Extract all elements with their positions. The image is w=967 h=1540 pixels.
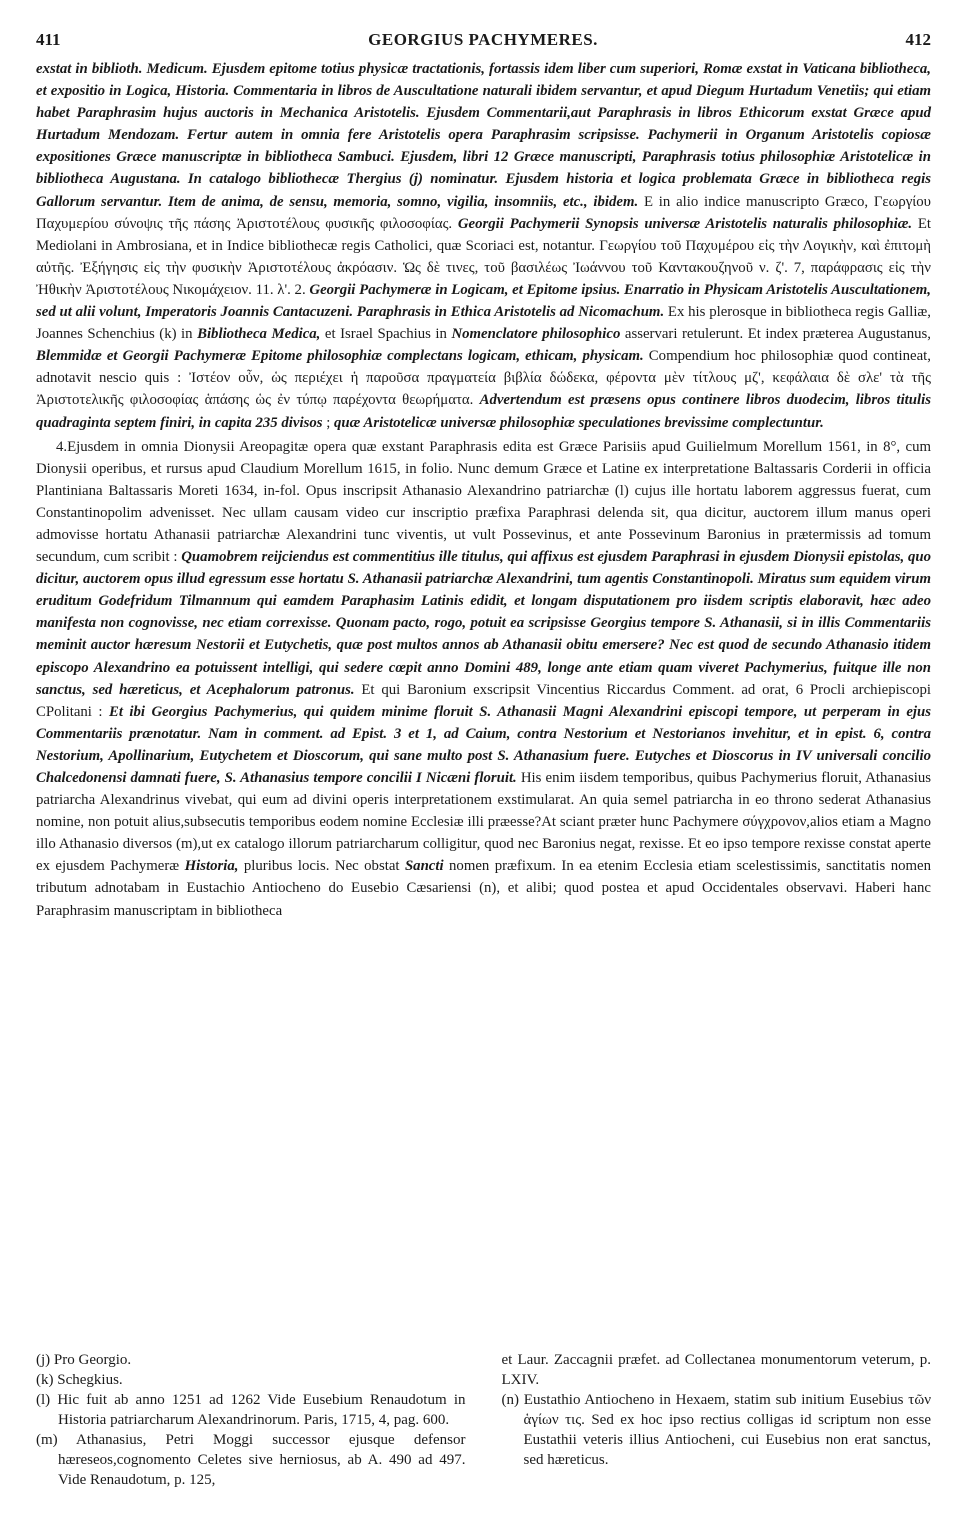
italic-text-segment: Nomenclatore philosophico bbox=[451, 326, 621, 343]
running-title: GEORGIUS PACHYMERES. bbox=[368, 30, 598, 49]
paragraph-continuation bbox=[36, 58, 931, 434]
italic-text-segment: Bibliotheca Medica, bbox=[197, 326, 321, 343]
text-segment: ; bbox=[322, 414, 335, 431]
footnotes-right-column bbox=[502, 1350, 932, 1490]
footnotes-left-column bbox=[36, 1350, 466, 1490]
right-column-number: 412 bbox=[905, 30, 931, 49]
text-segment: pluribus locis. Nec obstat bbox=[238, 858, 405, 875]
paragraph-4 bbox=[36, 436, 931, 922]
text-segment: His enim iisdem temporibus, quibus Pachymerius floruit, Athanasius patriarcha Alexandrinus vivebat, qui eum ad divini operis interpretationem exstimularat. An quia semel patriarcha in eo throno sederat Athanasius nomine, non potuit alius,subsecutis temporibus eodem nomine Ecclesiæ illi præesse?At sciant præter hunc Pachymere σύγχρονον,alios etiam a Magno illo Athanasio diversos (m),ut ex catalogo illorum patriarcharum colligitur, quod nec Baronius negat, rexisse. Et eo ipso tempore rexisse constat aperte ex ejusdem Pachymeræ bbox=[36, 770, 931, 875]
italic-text-segment: Sancti bbox=[404, 858, 444, 875]
left-column-number: 411 bbox=[36, 30, 61, 49]
italic-text-segment: Historia, bbox=[184, 858, 239, 875]
italic-text-segment: Advertendum est præsens opus continere libros duodecim, libros titulis quadraginta septem finiri, in capita 235 divisos bbox=[36, 392, 932, 431]
italic-text-segment: Blemmidæ et Georgii Pachymeræ Epitome philosophiæ complectans logicam, ethicam, physicam. bbox=[36, 348, 644, 365]
italic-text-segment: quæ Aristotelicæ universæ philosophiæ speculationes brevissime complectuntur. bbox=[334, 414, 824, 431]
italic-text-segment: Georgii Pachymerii Synopsis universæ Aristotelis naturalis philosophiæ. bbox=[457, 215, 913, 232]
italic-text-segment: exstat in biblioth. Medicum. Ejusdem epitome totius physicæ tractationis, fortassis idem liber cum superiori, Romæ exstat in Vaticana bibliotheca, et expositio in Logica, Historia. Commentaria in libros de Auscultatione naturali ibidem servantur, et apud Diegum Hurtadum Venetiis; qui etiam habet Paraphrasim hujus auctoris in Mechanica Aristotelis. Ejusdem Commentarii,aut Paraphrasis in libros Ethicorum exstat Græce apud Hurtadum Mendozam. Fertur autem in omnia fere Aristotelis opera Paraphrasim scripsisse. Pachymerii in Organum Aristotelis copiosæ expositiones Græce manuscriptæ in bibliotheca Sambuci. Ejusdem, libri 12 Græce manuscripti, Paraphrasis totius philosophiæ Aristotelicæ in bibliotheca Augustana. In catalogo bibliothecæ Thergius (j) nominatur. Ejusdem historia et logica problemata Græce in bibliotheca regis Gallorum servantur. Item de anima, de sensu, memoria, somno, vigilia, insomniis, etc., ibidem. bbox=[36, 61, 931, 210]
text-segment: Compendium hoc philosophiæ quod contineat, adnotavit nescio quis : Ἰστέον οὖν, ὡς περιέχει ἡ παροῦσα πραγματεία βιβλία δώδεκα, φέροντα μὲν τίτλους μζ', κεφάλαια δὲ σλε' τὰ τῆς Ἀριστοτελικῆς φιλοσοφίας ἁπάσης ὡς ἐν τύπῳ παρέχοντα θεωρήματα. bbox=[36, 348, 931, 409]
text-segment: nomen præfixum. In ea etenim Ecclesia etiam scelestissimis, sanctitatis nomen tributum adnotabam in Eustachio Antiocheno do Eusebio Cæsariensi (n), et alibi; quod postea et apud Occidentales observavi. Haberi hanc Paraphrasim manuscriptam in bibliotheca bbox=[36, 858, 931, 919]
footnote-m: (m) Athanasius, Petri Moggi successor ejusque defensor hæreseos,cognomento Celetes sive herniosus, ab A. 490 ad 497. Vide Renaudotum, p. 125, bbox=[36, 1432, 466, 1488]
text-segment: Et qui Baronium exscripsit Vincentius Riccardus Comment. ad orat, 6 Procli archiepiscopi CPolitani : bbox=[36, 681, 931, 720]
text-segment: Et Mediolani in Ambrosiana, et in Indice bibliothecæ regis Catholici, quæ Scoriaci est, notantur. Γεωργίου τοῦ Παχυμέρου εἰς τὴν Λογικὴν, καὶ ἐπιτομὴ αὐτῆς. Ἐξήγησις εἰς τὴν φυσικὴν Ἀριστοτέλους ἀκρόασιν. Ὡς δὲ τινες, τοῦ βασιλέως Ἰωάννου τοῦ Καντακουζηνοῦ ν. ζ'. 7, παράφρασις εἰς τὴν Ἠθικὴν Ἀριστοτέλους Νικομάχειον. 11. λ'. 2. bbox=[36, 215, 931, 298]
footnote-k: (k) Schegkius. bbox=[36, 1372, 123, 1388]
footnote-j: (j) Pro Georgio. bbox=[36, 1352, 132, 1368]
footnote-n: (n) Eustathio Antiocheno in Hexaem, statim sub initium Eusebius τῶν ἁγίων τις. Sed ex hoc ipso rectius colligas id scriptum non esse Eustathii veteris illius Antiocheni, cui Eusebius non erat sanctus, sed hæreticus. bbox=[501, 1392, 931, 1468]
text-segment: 4.Ejusdem in omnia Dionysii Areopagitæ opera quæ exstant Paraphrasis edita est Græce Parisiis apud Guilielmum Morellum 1561, in 8°, cum Dionysii operibus, et rursus apud Claudium Morellum 1615, in folio. Nunc demum Græce et Latine ex interpretatione Baltassaris Corderii in officia Plantiniana Baltassaris Moreti 1634, in-fol. Opus inscripsit Athanasio Alexandrino patriarchæ (l) cujus ille hortatu laborem aggressus fuerat, cum Constantinopolim advenisset. Nec ullam causam video cur inscriptio præfixa Paraphrasi delenda sit, qua dicitur, auctorem illum manus operi admovisse hortatu Athanasii patriarchæ Alexandrini tunc viventis, ut vult Possevinus, et ante Possevinum Baronius in prætermissis ad tomum secundum, cum scribit : bbox=[36, 438, 931, 566]
running-header bbox=[36, 30, 931, 50]
footnote-m-continuation: et Laur. Zaccagnii præfet. ad Collectanea monumentorum veterum, p. LXIV. bbox=[501, 1352, 931, 1388]
text-segment: et Israel Spachius in bbox=[320, 326, 452, 343]
footnotes bbox=[36, 1350, 931, 1490]
text-segment: Ex his plerosque in bibliotheca regis Galliæ, Joannes Schenchius (k) in bbox=[36, 304, 931, 343]
italic-text-segment: Quamobrem reijciendus est commentitius ille titulus, qui affixus est ejusdem Paraphrasi in ejusdem Dionysii epistolas, quo dicitur, auctorem opus illud egressum esse hortatu S. Athanasii patriarchæ Alexandrini, tum agentis Constantinopoli. Miratus sum equidem virum eruditum Godefridum Tilmannum qui eamdem Paraphasim Latinis edidit, et longam disputationem pro iisdem scriptis elaboravit, hæc adeo manifesta non cognovisse, nec etiam correxisse. Quonam pacto, rogo, potuit ea scripsisse Georgius tempore S. Athanasii, si in illis Commentariis meminit auctor hæresum Nestorii et Eutychetis, quæ post multos annos ab Athanasii obitu emersere? Nec est quod de secundo Athanasio itidem episcopo Alexandrino ea potuissent intelligi, qui sedere cœpit anno Domini 489, longe ante etiam quam viveret Pachymerius, fuitque ille non sanctus, sed hæreticus, et Acephalorum patronus. bbox=[36, 549, 931, 698]
text-segment: asservari retulerunt. Et index præterea Augustanus, bbox=[620, 326, 931, 343]
text-segment: E in alio indice manuscripto Græco, Γεωργίου Παχυμερίου σύνοψις τῆς πάσης Ἀριστοτέλους φυσικῆς φιλοσοφίας. bbox=[36, 193, 931, 232]
footnote-l: (l) Hic fuit ab anno 1251 ad 1262 Vide Eusebium Renaudotum in Historia patriarcharum Alexandrinorum. Paris, 1715, 4, pag. 600. bbox=[36, 1392, 466, 1428]
italic-text-segment: Georgii Pachymeræ in Logicam, et Epitome ipsius. Enarratio in Physicam Aristotelis Auscultationem, sed ut alii volunt, Imperatoris Joannis Cantacuzeni. Paraphrasis in Ethica Aristotelis ad Nicomachum. bbox=[36, 281, 932, 321]
italic-text-segment: Et ibi Georgius Pachymerius, qui quidem minime floruit S. Athanasii Magni Alexandrini episcopi tempore, ut perperam in ejus Commentariis prænotatur. Nam in comment. ad Epist. 3 et 1, ad Caium, contra Nestorium et Nestorianos invehitur, et in epist. 6, contra Nestorium, Apollinarium, Eutychetem et Dioscorum, qui sane multo post S. Athanasium fuere. Eutyches et Dioscorus in IV universali concilio Chalcedonensi damnati fuere, S. Athanasius tempore concilii I Nicæni floruit. bbox=[36, 703, 931, 786]
